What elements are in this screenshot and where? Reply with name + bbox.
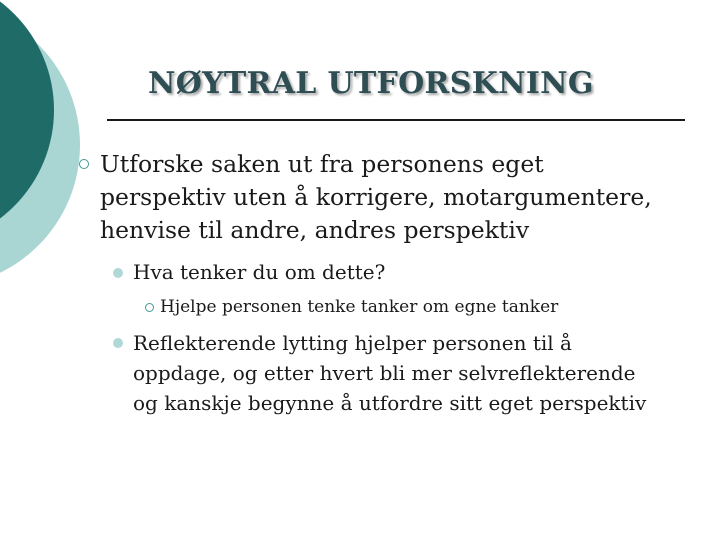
bullet-text-level2: Hva tenker du om dette?	[133, 260, 386, 284]
bullet-text-level1: Utforske saken ut fra personens eget perspektiv uten å korrigere, motargumentere, henvise til andre, andres perspektiv	[100, 150, 652, 244]
slide-title: NØYTRAL UTFORSKNING	[148, 66, 594, 101]
bullet-dot-icon	[113, 268, 123, 278]
title-divider	[107, 119, 685, 121]
bullet-dot-icon	[113, 338, 123, 348]
bullet-text-level2: Reflekterende lytting hjelper personen til å oppdage, og etter hvert bli mer selvreflekterende og kanskje begynne å utfordre sitt eget perspektiv	[133, 331, 647, 415]
bullet-ring-icon	[145, 303, 154, 312]
bullet-text-level3: Hjelpe personen tenke tanker om egne tanker	[160, 297, 559, 317]
bullet-ring-icon	[79, 159, 89, 169]
